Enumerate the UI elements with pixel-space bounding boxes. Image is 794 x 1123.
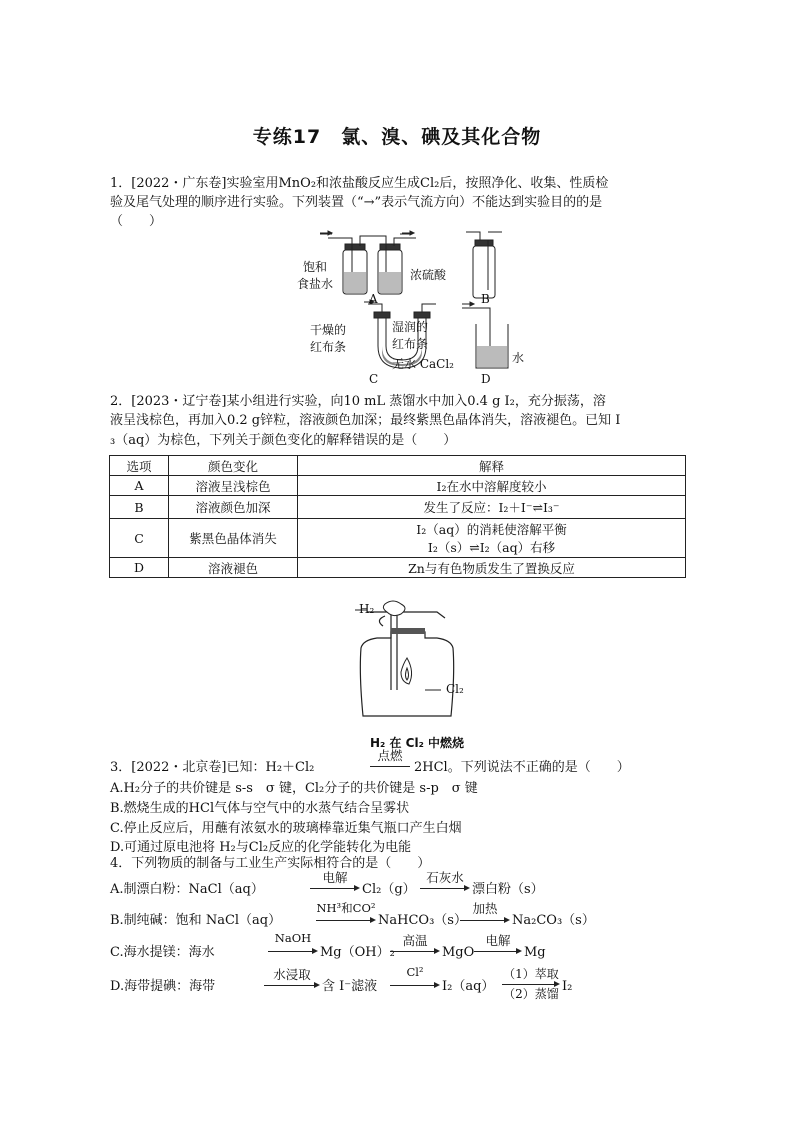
figure-caption: H₂ 在 Cl₂ 中燃烧 [370, 736, 465, 750]
q2-line3: ₃（aq）为棕色，下列关于颜色变化的解释错误的是（ ） [110, 433, 457, 448]
label-cacl2: 无水 CaCl₂ [392, 357, 454, 371]
table-header-cell: 解释 [298, 456, 686, 476]
table-cell: B [110, 496, 169, 519]
q1-line1: 1．[2022・广东卷]实验室用MnO₂和浓盐酸反应生成Cl₂后，按照净化、收集、性质检 [110, 176, 609, 191]
table-row [110, 519, 686, 558]
table-cell-line: I₂（aq）的消耗使溶解平衡 [416, 522, 567, 537]
q4-c-cond2: 高温 [402, 933, 428, 948]
q4-c-product2: MgO [442, 945, 475, 960]
table-cell: I₂在水中溶解度较小 [298, 476, 686, 496]
q4-c-cond3: 电解 [485, 933, 511, 948]
label-wet-2: 红布条 [392, 337, 429, 351]
q4-d-arrow1 [264, 985, 318, 986]
table-cell-line: I₂（s）⇌I₂（aq）右移 [427, 540, 556, 555]
q2-table [109, 455, 686, 578]
q3-option-d: D.可通过原电池将 H₂与Cl₂反应的化学能转化为电能 [110, 840, 412, 855]
q4-a-arrow2 [420, 888, 468, 889]
label-cl2: Cl₂ [446, 682, 464, 696]
q4-b-cond2: 加热 [472, 901, 498, 916]
q4-a-product1: Cl₂（g） [362, 882, 416, 897]
q1-line2: 验及尾气处理的顺序进行实验。下列装置（“→”表示气流方向）不能达到实验目的的是 [110, 195, 603, 210]
label-A: A [369, 292, 378, 306]
q4-a-product2: 漂白粉（s） [472, 882, 544, 897]
q4-option-a: A.制漂白粉：NaCl（aq） [110, 882, 264, 897]
q4-d-product2: I₂（aq） [442, 979, 495, 994]
q4-c-arrow2 [390, 951, 438, 952]
q4-d-product1: 含 I⁻滤液 [322, 979, 378, 994]
label-C: C [369, 372, 379, 386]
table-header-cell: 选项 [110, 456, 169, 476]
label-dry: 干燥的 [310, 323, 347, 337]
q1-line3: （ ） [110, 214, 163, 229]
table-cell: 发生了反应：I₂＋I⁻⇌I₃⁻ [298, 496, 686, 519]
q4-c-cond1: NaOH [274, 931, 312, 945]
q3-option-a: A.H₂分子的共价键是 s-s σ 键，Cl₂分子的共价键是 s-p σ 键 [110, 781, 478, 796]
q3-eq-line [370, 766, 410, 767]
q3-option-c: C.停止反应后，用蘸有浓氨水的玻璃棒靠近集气瓶口产生白烟 [110, 821, 462, 836]
q4-a-arrow1 [310, 888, 358, 889]
label-wet: 湿润的 [392, 320, 429, 334]
q4-option-b: B.制纯碱：饱和 NaCl（aq） [110, 913, 282, 928]
table-row [110, 496, 686, 519]
table-cell: 紫黑色晶体消失 [169, 519, 298, 558]
label-conc-acid: 浓硫酸 [410, 268, 447, 282]
table-cell: Zn与有色物质发生了置换反应 [298, 558, 686, 578]
q4-option-d: D.海带提碘：海带 [110, 979, 216, 994]
q4-d-product3: I₂ [562, 979, 573, 994]
table-row [110, 476, 686, 496]
q4-b-arrow2 [460, 920, 508, 921]
h2-cl2-figure [355, 598, 465, 730]
table-row [110, 558, 686, 578]
q4-d-cond3b: （2）蒸馏 [503, 987, 559, 1001]
table-cell: 溶液颜色加深 [169, 496, 298, 519]
label-dry-2: 红布条 [310, 340, 347, 354]
table-cell: C [110, 519, 169, 558]
table-cell: D [110, 558, 169, 578]
table-cell: A [110, 476, 169, 496]
q4-c-arrow3 [474, 951, 520, 952]
q4-b-product1: NaHCO₃（s） [378, 913, 467, 928]
q4-a-cond2: 石灰水 [426, 870, 464, 885]
q3-stem-b: 2HCl。下列说法不正确的是（ ） [414, 760, 630, 775]
q4-c-product3: Mg [524, 945, 546, 960]
label-saline-2: 食盐水 [297, 277, 334, 291]
q4-b-cond1: NH³和CO² [316, 901, 376, 915]
q4-b-product2: Na₂CO₃（s） [512, 913, 595, 928]
label-saline: 饱和 [303, 260, 328, 274]
label-B: B [481, 292, 490, 306]
q4-d-cond2: Cl² [406, 965, 424, 979]
q4-d-arrow2 [390, 985, 438, 986]
q4-b-arrow1 [316, 920, 374, 921]
q3-stem-a: 3．[2022・北京卷]已知：H₂＋Cl₂ [110, 760, 315, 775]
q2-line1: 2．[2023・辽宁卷]某小组进行实验，向10 mL 蒸馏水中加入0.4 g I₂，充分振荡，溶 [110, 394, 606, 409]
page-title: 专练17 氯、溴、碘及其化合物 [252, 126, 542, 148]
q2-line2: 液呈浅棕色，再加入0.2 g锌粒，溶液颜色加深；最终紫黑色晶体消失，溶液褪色。已知 I [110, 413, 621, 428]
q4-c-product1: Mg（OH）₂ [320, 945, 395, 960]
q4-d-cond3a: （1）萃取 [503, 967, 559, 981]
q4-a-cond1: 电解 [322, 870, 348, 885]
label-h2: H₂ [359, 602, 375, 616]
table-cell [298, 519, 686, 558]
q3-option-b: B.燃烧生成的HCl气体与空气中的水蒸气结合呈雾状 [110, 801, 410, 816]
q3-condition: 点燃 [377, 748, 403, 763]
q4-stem: 4．下列物质的制备与工业生产实际相符合的是（ ） [110, 856, 431, 871]
label-D: D [481, 372, 491, 386]
q4-d-cond1: 水浸取 [273, 967, 311, 982]
q4-c-arrow1 [268, 951, 316, 952]
table-cell: 溶液呈浅棕色 [169, 476, 298, 496]
table-header-row [110, 456, 686, 476]
q4-option-c: C.海水提镁：海水 [110, 945, 215, 960]
table-header-cell: 颜色变化 [169, 456, 298, 476]
label-water: 水 [512, 351, 525, 365]
table-cell: 溶液褪色 [169, 558, 298, 578]
